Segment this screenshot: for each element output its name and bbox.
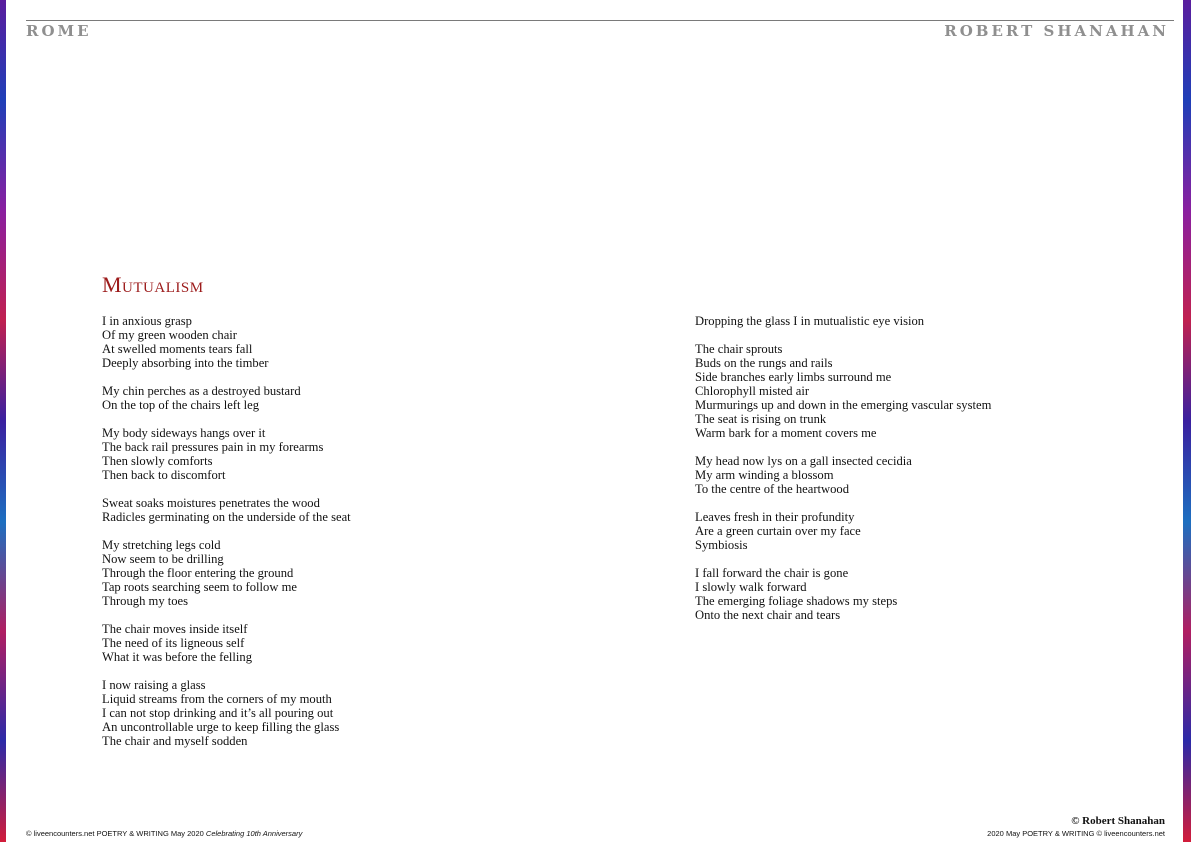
poem-line: I fall forward the chair is gone: [695, 566, 849, 580]
poem-line: My arm winding a blossom: [695, 468, 834, 482]
footer-right: 2020 May POETRY & WRITING © liveencounters.net: [987, 829, 1165, 838]
poem-line: Are a green curtain over my face: [695, 524, 861, 538]
stanza: [695, 566, 1145, 622]
poem-line: Buds on the rungs and rails: [695, 356, 833, 370]
poem-line: My head now lys on a gall insected cecidia: [695, 454, 912, 468]
stanza: [102, 426, 522, 482]
poem-line: My stretching legs cold: [102, 538, 221, 552]
poem-line: Murmurings up and down in the emerging vascular system: [695, 398, 992, 412]
poem-line: Radicles germinating on the underside of the seat: [102, 510, 351, 524]
poem-line: Leaves fresh in their profundity: [695, 510, 855, 524]
stanza: [102, 538, 522, 608]
footer-left: [26, 829, 302, 838]
poem-line: Side branches early limbs surround me: [695, 370, 892, 384]
header-location: ROME: [26, 22, 92, 40]
poem-line: On the top of the chairs left leg: [102, 398, 260, 412]
poem-line: The chair and myself sodden: [102, 734, 248, 748]
stanza: [695, 314, 1145, 328]
poem-title: Mutualism: [102, 272, 204, 297]
poem-line: Warm bark for a moment covers me: [695, 426, 877, 440]
poem-line: The emerging foliage shadows my steps: [695, 594, 898, 608]
stanza: [102, 678, 522, 748]
poem-column-left: [102, 314, 522, 762]
poem-line: Now seem to be drilling: [102, 552, 224, 566]
poem-line: Through my toes: [102, 594, 189, 608]
poem-line: Chlorophyll misted air: [695, 384, 810, 398]
poem-line: Dropping the glass I in mutualistic eye vision: [695, 314, 925, 328]
poem-line: I in anxious grasp: [102, 314, 192, 328]
poem-line: Symbiosis: [695, 538, 748, 552]
poem-line: The chair moves inside itself: [102, 622, 248, 636]
poem-column-right: [695, 314, 1145, 636]
poem-line: Liquid streams from the corners of my mouth: [102, 692, 332, 706]
poem-line: My body sideways hangs over it: [102, 426, 266, 440]
poem-line: Then back to discomfort: [102, 468, 226, 482]
poem-line: At swelled moments tears fall: [102, 342, 253, 356]
stanza: [102, 496, 522, 524]
poem-line: The back rail pressures pain in my forearms: [102, 440, 324, 454]
stanza: [695, 342, 1145, 440]
poem-line: Through the floor entering the ground: [102, 566, 294, 580]
stanza: [102, 384, 522, 412]
poem-line: The chair sprouts: [695, 342, 783, 356]
poem-line: The need of its ligneous self: [102, 636, 245, 650]
poem-line: To the centre of the heartwood: [695, 482, 850, 496]
poem-line: Of my green wooden chair: [102, 328, 237, 342]
stanza: [102, 622, 522, 664]
poem-line: An uncontrollable urge to keep filling the glass: [102, 720, 340, 734]
poem-line: Deeply absorbing into the timber: [102, 356, 269, 370]
footer-left-italic: Celebrating 10th Anniversary: [205, 829, 303, 838]
poem-line: I now raising a glass: [102, 678, 206, 692]
poem-line: My chin perches as a destroyed bustard: [102, 384, 301, 398]
page: [6, 0, 1183, 842]
poem-line: Then slowly comforts: [102, 454, 213, 468]
poem-line: I can not stop drinking and it’s all pouring out: [102, 706, 334, 720]
poem-line: Sweat soaks moistures penetrates the wood: [102, 496, 320, 510]
header-rule: [26, 20, 1174, 21]
poem-line: The seat is rising on trunk: [695, 412, 827, 426]
poem-line: What it was before the felling: [102, 650, 253, 664]
stanza: [102, 314, 522, 370]
footer-copyright-credit: © Robert Shanahan: [1071, 815, 1165, 827]
stanza: [695, 454, 1145, 496]
poem-line: Onto the next chair and tears: [695, 608, 841, 622]
header-author: ROBERT SHANAHAN: [944, 22, 1169, 40]
stanza: [695, 510, 1145, 552]
poem-line: Tap roots searching seem to follow me: [102, 580, 297, 594]
poem-line: I slowly walk forward: [695, 580, 807, 594]
footer-left-text: © liveencounters.net POETRY & WRITING May 2020: [26, 829, 206, 838]
